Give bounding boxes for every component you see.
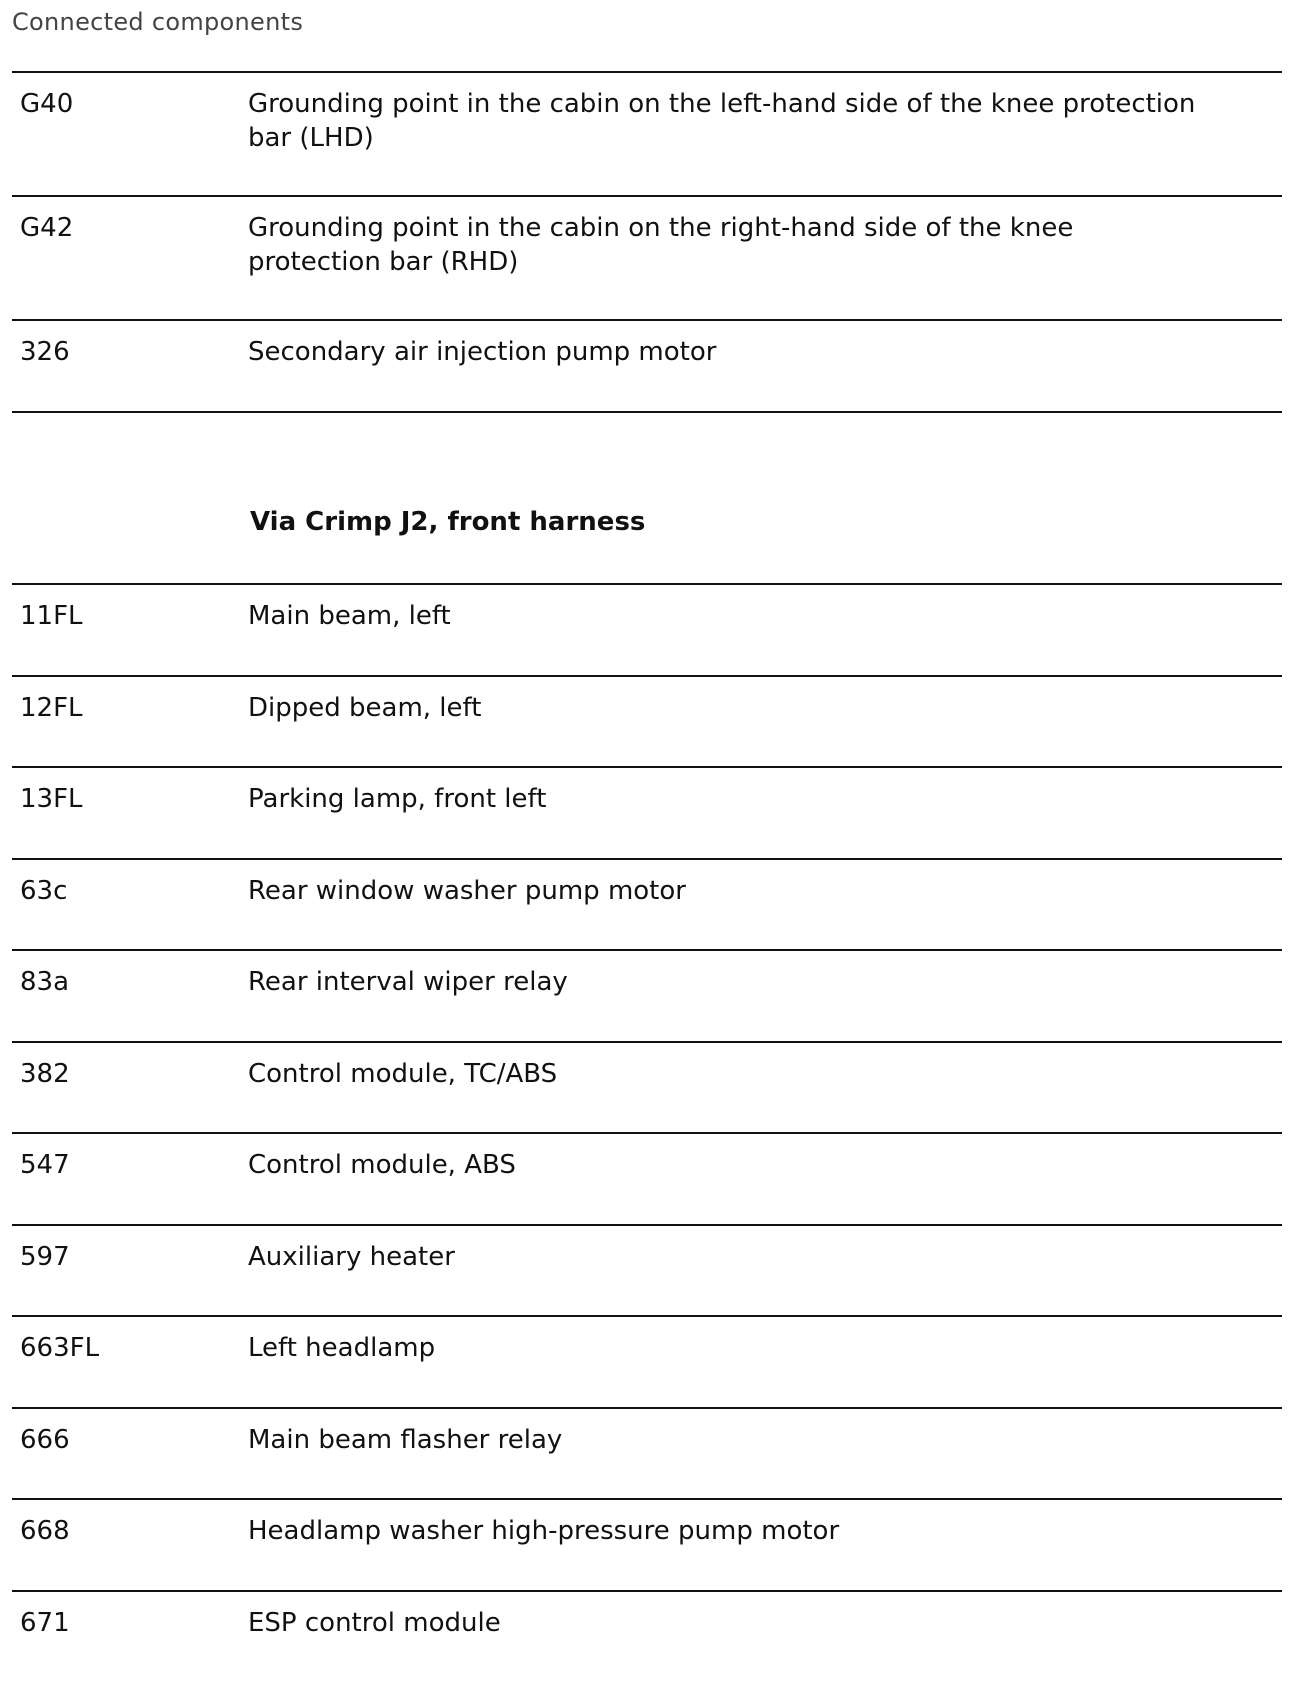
component-description: Control module, ABS bbox=[248, 1148, 1198, 1182]
component-description: Grounding point in the cabin on the left-hand side of the knee protection bar (LHD) bbox=[248, 87, 1198, 155]
table-row bbox=[12, 321, 1282, 413]
table-row bbox=[12, 1317, 1282, 1409]
component-description: Main beam flasher relay bbox=[248, 1423, 1198, 1457]
components-table-front-harness bbox=[12, 583, 1282, 1683]
table-row bbox=[12, 1226, 1282, 1318]
component-description: Grounding point in the cabin on the right-hand side of the knee protection bar (RHD) bbox=[248, 211, 1198, 279]
component-code: 663FL bbox=[20, 1331, 99, 1365]
component-code: 671 bbox=[20, 1606, 70, 1640]
page-title: Connected components bbox=[12, 8, 303, 36]
component-description: Rear interval wiper relay bbox=[248, 965, 1198, 999]
table-row bbox=[12, 1134, 1282, 1226]
table-row bbox=[12, 860, 1282, 952]
component-code: G42 bbox=[20, 211, 73, 245]
component-code: 83a bbox=[20, 965, 69, 999]
component-description: Headlamp washer high-pressure pump motor bbox=[248, 1514, 1198, 1548]
component-description: Rear window washer pump motor bbox=[248, 874, 1198, 908]
table-row bbox=[12, 1592, 1282, 1683]
component-code: 597 bbox=[20, 1240, 70, 1274]
component-code: 13FL bbox=[20, 782, 83, 816]
component-code: G40 bbox=[20, 87, 73, 121]
components-table-cabin bbox=[12, 71, 1282, 413]
component-description: Left headlamp bbox=[248, 1331, 1198, 1365]
component-code: 326 bbox=[20, 335, 70, 369]
table-row bbox=[12, 197, 1282, 321]
component-description: ESP control module bbox=[248, 1606, 1198, 1640]
table-row bbox=[12, 1500, 1282, 1592]
table-row bbox=[12, 1043, 1282, 1135]
component-code: 382 bbox=[20, 1057, 70, 1091]
section-heading: Via Crimp J2, front harness bbox=[250, 505, 645, 539]
component-description: Control module, TC/ABS bbox=[248, 1057, 1198, 1091]
table-row bbox=[12, 951, 1282, 1043]
table-row bbox=[12, 585, 1282, 677]
component-description: Parking lamp, front left bbox=[248, 782, 1198, 816]
component-code: 666 bbox=[20, 1423, 70, 1457]
component-description: Auxiliary heater bbox=[248, 1240, 1198, 1274]
component-code: 12FL bbox=[20, 691, 83, 725]
component-description: Secondary air injection pump motor bbox=[248, 335, 1198, 369]
component-description: Dipped beam, left bbox=[248, 691, 1198, 725]
component-code: 11FL bbox=[20, 599, 83, 633]
table-row bbox=[12, 73, 1282, 197]
table-row bbox=[12, 677, 1282, 769]
component-code: 668 bbox=[20, 1514, 70, 1548]
table-row bbox=[12, 1409, 1282, 1501]
table-row bbox=[12, 768, 1282, 860]
component-code: 547 bbox=[20, 1148, 70, 1182]
component-code: 63c bbox=[20, 874, 67, 908]
component-description: Main beam, left bbox=[248, 599, 1198, 633]
